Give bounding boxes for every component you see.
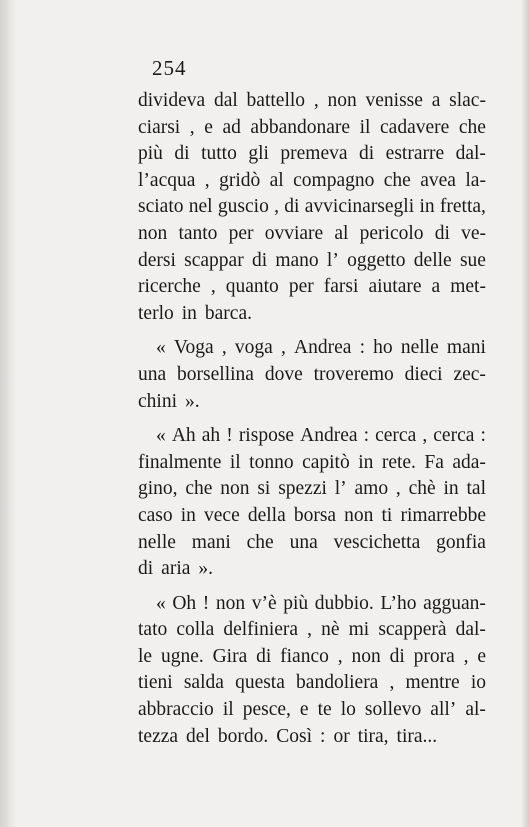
text-line: [138, 670, 486, 697]
word: amo: [354, 478, 389, 500]
word: il: [229, 451, 241, 473]
text-line: [138, 194, 486, 221]
word: fianco: [280, 645, 329, 667]
word: colla: [176, 619, 215, 641]
word: !: [202, 592, 210, 614]
word: la-: [465, 169, 486, 191]
text-line: [138, 301, 486, 328]
word: spezzi: [278, 478, 327, 500]
word: e: [477, 645, 486, 667]
word: tanto: [178, 222, 218, 244]
word: di: [174, 143, 190, 165]
word: dieci: [404, 363, 443, 385]
page-number: 254: [152, 56, 187, 80]
page-gutter-shadow: [0, 0, 16, 827]
paragraph-gap: [138, 327, 486, 335]
word: tato: [138, 619, 168, 641]
word: Andrea: [300, 425, 358, 447]
word: guscio: [217, 196, 269, 218]
word: non: [344, 504, 374, 526]
word: or: [333, 725, 350, 747]
paragraph: [138, 335, 486, 415]
word: tutto: [201, 143, 237, 165]
word: lo: [340, 699, 356, 721]
text-line: [138, 423, 486, 450]
word: caso: [138, 504, 173, 526]
word: di: [284, 196, 300, 218]
word: nè: [321, 619, 340, 641]
word: ,: [463, 645, 469, 667]
word: una: [289, 531, 318, 553]
word: «: [156, 425, 166, 447]
word: mani: [446, 337, 486, 359]
word: Fa: [424, 451, 444, 473]
word: ,: [307, 619, 313, 641]
word: voga: [234, 337, 273, 359]
word: per: [228, 222, 254, 244]
word: ciarsi: [138, 116, 181, 138]
word: «: [156, 337, 166, 359]
word: più: [283, 592, 309, 614]
word: oggetto: [347, 249, 406, 271]
word: sollevo: [364, 699, 422, 721]
word: ,: [280, 337, 286, 359]
word: mi: [348, 619, 370, 641]
word: non: [351, 645, 381, 667]
word: scapperà: [378, 619, 447, 641]
word: battello: [246, 90, 306, 111]
word: l’: [326, 249, 339, 271]
word: !: [226, 425, 233, 447]
word: borsa: [293, 504, 337, 526]
word: al-: [465, 699, 486, 721]
word: ricerche: [138, 276, 201, 298]
word: Così: [276, 725, 313, 747]
word: avea: [420, 169, 456, 191]
text-line: [138, 450, 486, 477]
word: divideva: [138, 90, 206, 111]
word: che: [185, 478, 213, 500]
word: rimarrebbe: [400, 504, 486, 526]
word: sciato: [138, 196, 184, 218]
word: più: [138, 143, 163, 165]
word: dersi: [138, 249, 176, 271]
word: aiutare: [368, 276, 422, 298]
word: ,: [274, 196, 279, 218]
word: tieni: [138, 672, 173, 694]
word: di: [389, 645, 405, 667]
word: ada-: [452, 451, 486, 473]
word: le: [138, 645, 153, 667]
word: ,: [337, 645, 343, 667]
word: abbandonare: [250, 116, 351, 138]
word: ,: [395, 478, 401, 500]
paragraph: [138, 423, 486, 583]
word: io: [470, 672, 486, 694]
word: bandoliera: [296, 672, 379, 694]
word: tira...: [396, 725, 438, 747]
word: farsi: [323, 276, 359, 298]
word: per: [288, 276, 314, 298]
word: all’: [430, 699, 457, 721]
word: Oh: [172, 592, 197, 614]
text-line: [138, 530, 486, 557]
word: che: [383, 169, 411, 191]
word: ve-: [461, 222, 486, 244]
word: gli: [248, 143, 269, 165]
word: di: [256, 645, 272, 667]
word: met-: [450, 276, 486, 298]
word: te: [317, 699, 332, 721]
word: Voga: [173, 337, 214, 359]
word: ho: [373, 337, 393, 359]
text-line: [138, 248, 486, 275]
word: estrarre: [385, 143, 445, 165]
word: salda: [183, 672, 224, 694]
text-line: [138, 644, 486, 671]
word: ,: [204, 169, 210, 191]
word: Andrea: [294, 337, 352, 359]
text-line: [138, 221, 486, 248]
word: ,: [210, 276, 216, 298]
word: slac-: [449, 90, 486, 111]
word: del: [186, 725, 210, 747]
text-line: [138, 168, 486, 195]
word: di: [434, 222, 450, 244]
word: pericolo: [359, 222, 424, 244]
text-line: [138, 476, 486, 503]
word: l’acqua: [138, 169, 196, 191]
word: quanto: [225, 276, 279, 298]
word: il: [359, 116, 371, 138]
word: v’è: [251, 592, 277, 614]
word: tal: [466, 478, 486, 500]
body-text: [138, 88, 486, 750]
word: non: [138, 222, 168, 244]
paragraph-gap: [138, 583, 486, 591]
word: mani: [191, 531, 231, 553]
word: cerca: [375, 425, 417, 447]
word: vescichetta: [333, 531, 421, 553]
word: L’ho: [380, 592, 417, 614]
text-line: [138, 141, 486, 168]
word: scappar: [184, 249, 244, 271]
word: ugne.: [160, 645, 204, 667]
word: dubbio.: [314, 592, 374, 614]
word: al: [334, 222, 349, 244]
word: gino,: [138, 478, 178, 500]
word: ».: [198, 558, 214, 580]
word: «: [156, 592, 166, 614]
word: che: [246, 531, 274, 553]
text-line: [138, 88, 486, 115]
word: pesce,: [242, 699, 291, 721]
text-line: [138, 274, 486, 301]
paragraph-gap: [138, 415, 486, 423]
word: barca.: [204, 302, 252, 324]
word: chini: [138, 390, 177, 412]
word: agguan-: [423, 592, 486, 614]
word: vece: [204, 504, 240, 526]
text-line: [138, 724, 486, 751]
word: in: [181, 302, 197, 324]
word: dal-: [455, 619, 486, 641]
word: ovviare: [264, 222, 324, 244]
text-line: [138, 697, 486, 724]
word: Gira: [212, 645, 248, 667]
word: nelle: [138, 531, 176, 553]
word: in: [358, 451, 374, 473]
word: zec-: [453, 363, 486, 385]
word: ti: [381, 504, 393, 526]
text-line: [138, 389, 486, 416]
text-line: [138, 556, 486, 583]
word: nelle: [400, 337, 439, 359]
word: sue: [459, 249, 486, 271]
word: non: [215, 592, 246, 614]
word: tezza: [138, 725, 179, 747]
text-line: [138, 362, 486, 389]
word: ».: [185, 390, 200, 412]
word: gridò: [219, 169, 261, 191]
word: rete.: [381, 451, 416, 473]
word: terlo: [138, 302, 174, 324]
word: fretta,: [439, 196, 486, 218]
word: questa: [235, 672, 285, 694]
word: una: [138, 363, 167, 385]
word: :: [480, 425, 486, 447]
word: e: [299, 699, 309, 721]
word: non: [327, 90, 357, 111]
word: ,: [422, 425, 428, 447]
word: cadavere: [380, 116, 450, 138]
word: nel: [188, 196, 213, 218]
word: troveremo: [313, 363, 394, 385]
word: ,: [313, 90, 319, 111]
word: non: [220, 478, 250, 500]
word: mano: [275, 249, 319, 271]
word: ah: [201, 425, 221, 447]
word: di: [359, 143, 375, 165]
word: ,: [389, 672, 395, 694]
word: mentre: [405, 672, 460, 694]
word: venisse: [365, 90, 423, 111]
word: il: [222, 699, 234, 721]
word: delfiniera: [223, 619, 299, 641]
word: borsellina: [177, 363, 254, 385]
text-line: [138, 335, 486, 362]
text-line: [138, 115, 486, 142]
word: aria: [161, 558, 191, 580]
word: dal: [213, 90, 238, 111]
word: a: [431, 276, 441, 298]
word: gonfia: [436, 531, 486, 553]
text-line: [138, 591, 486, 618]
word: compagno: [293, 169, 375, 191]
word: al: [269, 169, 284, 191]
text-line: [138, 617, 486, 644]
word: ,: [221, 337, 227, 359]
word: si: [257, 478, 271, 500]
word: ,: [189, 116, 195, 138]
word: tonno: [249, 451, 294, 473]
word: capitò: [302, 451, 350, 473]
paragraph: [138, 88, 486, 327]
word: della: [247, 504, 286, 526]
word: rispose: [238, 425, 295, 447]
word: finalmente: [138, 451, 222, 473]
page-edge-shadow: [521, 0, 529, 827]
word: l’: [334, 478, 347, 500]
word: in: [180, 504, 196, 526]
word: in: [443, 478, 459, 500]
word: tira,: [357, 725, 389, 747]
paragraph: [138, 591, 486, 751]
word: a: [431, 90, 441, 111]
word: ad: [222, 116, 241, 138]
word: bordo.: [217, 725, 269, 747]
word: di: [138, 558, 154, 580]
word: dove: [264, 363, 303, 385]
word: e: [204, 116, 213, 138]
word: delle: [413, 249, 452, 271]
word: Ah: [171, 425, 196, 447]
word: in: [419, 196, 435, 218]
word: prora: [413, 645, 455, 667]
word: avvicinarsegli: [304, 196, 415, 218]
word: :: [363, 425, 370, 447]
word: dal-: [455, 143, 486, 165]
text-line: [138, 503, 486, 530]
word: che: [458, 116, 486, 138]
word: :: [359, 337, 365, 359]
word: di: [251, 249, 268, 271]
word: cerca: [433, 425, 475, 447]
word: abbraccio: [138, 699, 214, 721]
word: chè: [408, 478, 436, 500]
word: :: [320, 725, 326, 747]
word: premeva: [280, 143, 348, 165]
